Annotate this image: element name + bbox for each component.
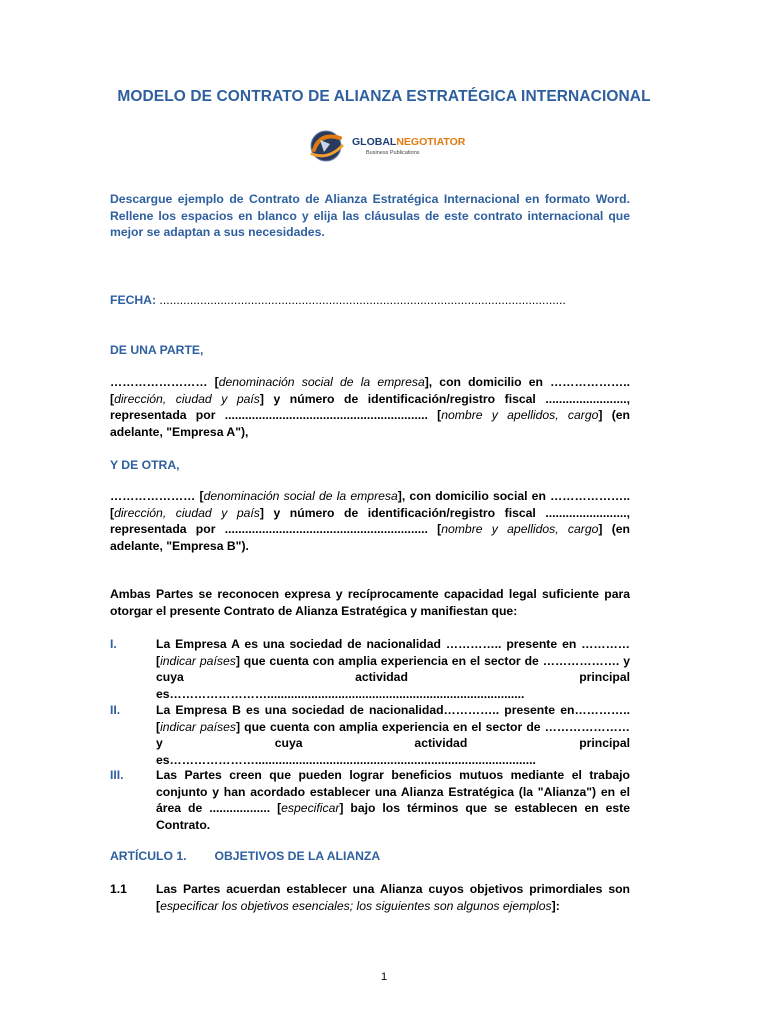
clause-text: Las Partes acuerdan establecer una Alianza cuyos objetivos primordiales son [especificar los objetivos esenciales; los siguientes son algunos ejemplos]: bbox=[156, 882, 630, 913]
parte1-heading: DE UNA PARTE, bbox=[110, 343, 204, 357]
item-text: La Empresa A es una sociedad de nacionalidad ………….. presente en ………… [indicar países] que cuenta con amplia experiencia en el sector de ………………. y cuya actividad principal es……………………............................................................................ bbox=[156, 637, 630, 701]
parte2-paragraph: ………………… [denominación social de la empresa], con domicilio social en ……………….. [dirección, ciudad y país] y número de identificación/registro fiscal ........................, representada por ............................................................ [nombre y apellidos, cargo] (en adelante, "Empresa B"). bbox=[110, 489, 630, 553]
item-text: La Empresa B es una sociedad de nacionalidad………….. presente en………….. [indicar países] que cuenta con amplia experiencia en el sector de ………………… y cuya actividad principal es…………………................................................................................... bbox=[156, 703, 630, 767]
article-title: OBJETIVOS DE LA ALIANZA bbox=[214, 849, 381, 863]
fecha-label: FECHA: bbox=[110, 293, 157, 307]
ambas-partes-paragraph: Ambas Partes se reconocen expresa y recíprocamente capacidad legal suficiente para otorgar el presente Contrato de Alianza Estratégica y manifiestan que: bbox=[110, 587, 630, 618]
parte2-heading: Y DE OTRA, bbox=[110, 458, 180, 472]
item-number: I. bbox=[110, 637, 117, 651]
fecha-line bbox=[110, 292, 630, 309]
clause-number: 1.1 bbox=[110, 882, 127, 896]
fecha-blank: ........................................................................................................................ bbox=[156, 293, 566, 307]
article-1-heading bbox=[110, 849, 380, 863]
logo-brand-text: GLOBALNEGOTIATOR bbox=[352, 136, 466, 148]
item-text: Las Partes creen que pueden lograr beneficios mutuos mediante el trabajo conjunto y han acordado establecer una Alianza Estratégica (la "Alianza") en el área de .................. [especificar] bajo los términos que se establecen en este Contrato. bbox=[156, 768, 631, 832]
document-title: MODELO DE CONTRATO DE ALIANZA ESTRATÉGICA INTERNACIONAL bbox=[117, 88, 651, 105]
item-number: III. bbox=[110, 768, 124, 782]
page-number: 1 bbox=[380, 971, 388, 983]
parte1-paragraph: …………………… [denominación social de la empresa], con domicilio en ……………….. [dirección, ciudad y país] y número de identificación/registro fiscal ........................, representada por ............................................................ [nombre y apellidos, cargo] (en adelante, "Empresa A"), bbox=[110, 375, 630, 439]
intro-paragraph: Descargue ejemplo de Contrato de Alianza Estratégica Internacional en formato Word. Rellene los espacios en blanco y elija las cláusulas de este contrato internacional que mejor se adaptan a sus necesidades. bbox=[110, 192, 630, 240]
item-number: II. bbox=[110, 703, 121, 717]
article-number: ARTÍCULO 1. bbox=[110, 849, 187, 863]
logo-subtitle: Business Publications bbox=[366, 150, 420, 156]
globe-logo-icon bbox=[306, 126, 348, 166]
company-logo bbox=[306, 126, 466, 166]
